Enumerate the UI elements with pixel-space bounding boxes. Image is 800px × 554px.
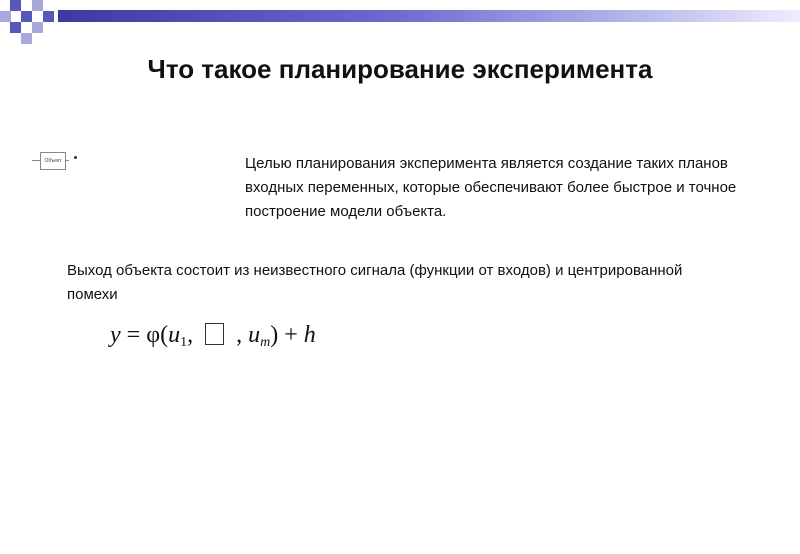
- formula-lhs: y: [110, 322, 121, 348]
- diagram-input-line: [32, 160, 40, 161]
- formula-sub2: m: [260, 335, 271, 350]
- goal-paragraph: Целью планирования эксперимента является создание таких планов входных переменных, которые обеспечивают более быстрое и точное построение модели объекта.: [245, 155, 737, 220]
- formula-open-paren: (: [160, 322, 169, 348]
- formula-noise: h: [303, 322, 316, 348]
- formula-equals: =: [120, 322, 147, 348]
- decor-square: [21, 11, 32, 22]
- header-gradient-bar: [58, 10, 800, 22]
- formula-plus: +: [278, 322, 304, 348]
- slide-title: Что такое планирование эксперимента: [147, 54, 653, 84]
- formula-var1: u: [168, 322, 181, 348]
- decor-square: [43, 11, 54, 22]
- decor-square: [32, 0, 43, 11]
- decor-square: [0, 11, 11, 22]
- formula-sep2: ,: [230, 322, 249, 348]
- output-paragraph: Выход объекта состоит из неизвестного сигнала (функции от входов) и центрированной помехи: [67, 262, 683, 303]
- diagram-dot: [74, 156, 77, 159]
- object-diagram: [30, 150, 80, 172]
- missing-glyph-icon: [205, 323, 224, 345]
- diagram-object-box: Объект: [40, 152, 66, 170]
- decor-square: [32, 22, 43, 33]
- decor-square: [10, 0, 21, 11]
- output-formula: [110, 322, 430, 362]
- formula-close-paren: ): [270, 322, 279, 348]
- formula-sep1: ,: [187, 322, 200, 348]
- formula-var2: u: [248, 322, 261, 348]
- header-decoration: [0, 0, 800, 48]
- decor-square: [10, 22, 21, 33]
- decor-square: [21, 33, 32, 44]
- formula-sub1: 1: [180, 335, 188, 350]
- formula-func: φ: [146, 322, 161, 348]
- diagram-output-line: [65, 160, 69, 161]
